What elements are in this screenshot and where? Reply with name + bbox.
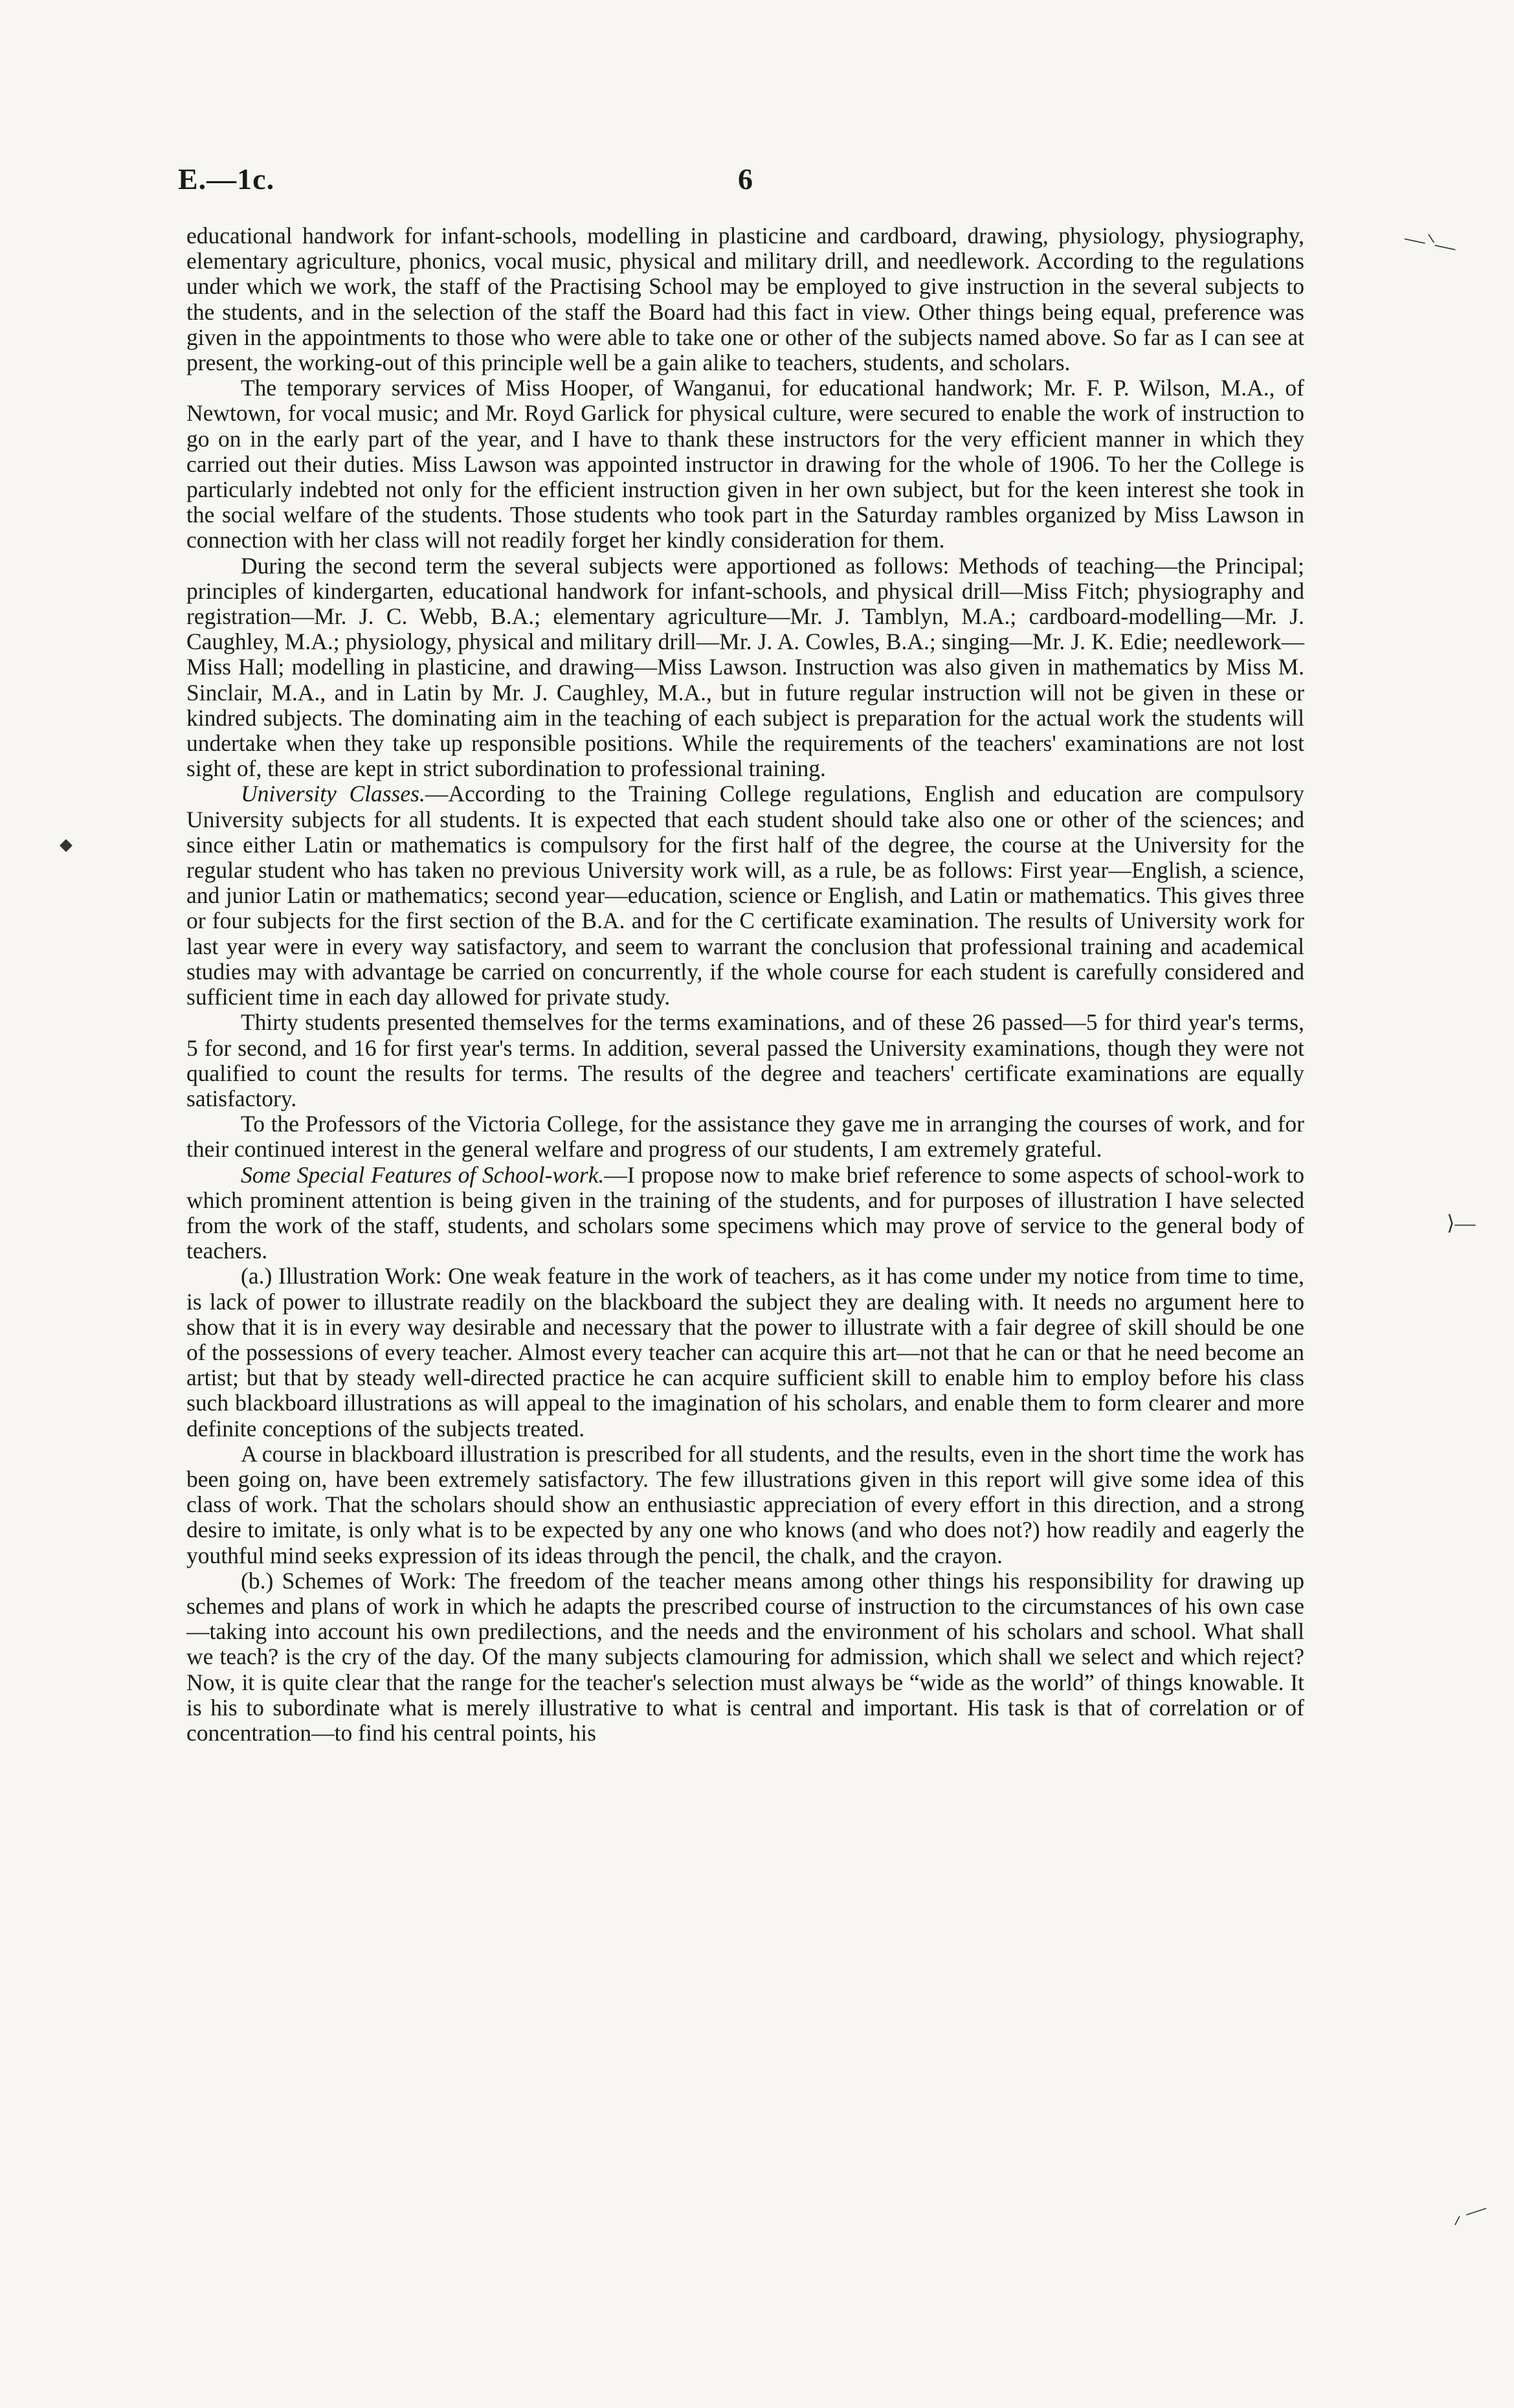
margin-bullet-mark: ◆	[60, 835, 72, 854]
paragraph: To the Professors of the Victoria College, for the assistance they gave me in arranging the courses of work, and for their continued interest in the general welfare and progress of our students, I am extremely grateful.	[186, 1111, 1304, 1163]
section-heading: University Classes.	[241, 781, 425, 807]
margin-pencil-mark: ⟩—	[1447, 1211, 1476, 1234]
paragraph-text: —According to the Training College regulations, English and education are compulsory University subjects for all students. It is expected that each student should take also one or other of the sciences; and since either Latin or mathematics is compulsory for the first half of the degree, the course at the University for the regular student who has taken no previous University work will, as a rule, be as follows: First year—English, a science, and junior Latin or mathematics; second year—education, science or English, and Latin or mathematics. This gives three or four subjects for the first section of the B.A. and for the C certificate examination. The results of University work for last year were in every way satisfactory, and seem to warrant the conclusion that professional training and academical studies may with advantage be carried on concurrently, if the whole course for each student is carefully considered and sufficient time in each day allowed for private study.	[186, 781, 1304, 1010]
paragraph: The temporary services of Miss Hooper, of Wanganui, for educational handwork; Mr. F. P. Wilson, M.A., of Newtown, for vocal music; and Mr. Royd Garlick for physical culture, were secured to enable the work of instruction to go on in the early part of the year, and I have to thank these instructors for the very efficient manner in which they carried out their duties. Miss Lawson was appointed instructor in drawing for the whole of 1906. To her the College is particularly indebted not only for the efficient instruction given in her own subject, but for the keen interest she took in the social welfare of the students. Those students who took part in the Saturday rambles organized by Miss Lawson in connection with her class will not readily forget her kindly consideration for them.	[186, 375, 1304, 553]
margin-pencil-mark: —⸌—	[1403, 225, 1458, 259]
paragraph: (a.) Illustration Work: One weak feature in the work of teachers, as it has come under my notice from time to time, is lack of power to illustrate readily on the blackboard the subject they are dealing with. It needs no argument here to show that it is in every way desirable and necessary that the power to illustrate with a fair degree of skill should be one of the possessions of every teacher. Almost every teacher can acquire this art—not that he can or that he need become an artist; but that by steady well-directed practice he can acquire sufficient skill to enable him to employ before his class such blackboard illustrations as will appeal to the imagination of his scholars, and enable them to form clearer and more definite conceptions of the subjects treated.	[186, 1263, 1304, 1442]
margin-pencil-mark: ⸝ —	[1447, 2195, 1489, 2229]
paragraph: educational handwork for infant-schools, modelling in plasticine and cardboard, drawing, physiology, physiography, elementary agriculture, phonics, vocal music, physical and military drill, and needlework. According to the regulations under which we work, the staff of the Practising School may be employed to give instruction in the several subjects to the students, and in the selection of the staff the Board had this fact in view. Other things being equal, preference was given in the appointments to those who were able to take one or other of the subjects named above. So far as I can see at present, the working-out of this principle well be a gain alike to teachers, students, and scholars.	[186, 223, 1304, 376]
paragraph-text: —I propose now to make brief reference to some aspects of school-work to which prominent attention is being given in the training of the students, and for purposes of illustration I have selected from the work of the staff, students, and scholars some specimens which may prove of service to the general body of teachers.	[186, 1161, 1304, 1264]
paragraph: (b.) Schemes of Work: The freedom of the teacher means among other things his responsibility for drawing up schemes and plans of work in which he adapts the prescribed course of instruction to the circumstances of his own case—taking into account his own predilections, and the needs and the environment of his scholars and school. What shall we teach? is the cry of the day. Of the many subjects clamouring for admission, which shall we select and which reject? Now, it is quite clear that the range for the teacher's selection must always be “wide as the world” of things knowable. It is his to subordinate what is merely illustrative to what is central and important. His task is that of correlation or of concentration—to find his central points, his	[186, 1567, 1304, 1746]
paragraph: During the second term the several subjects were apportioned as follows: Methods of teaching—the Principal; principles of kindergarten, educational handwork for infant-schools, and physical drill—Miss Fitch; physiography and registration—Mr. J. C. Webb, B.A.; elementary agriculture—Mr. J. Tamblyn, M.A.; cardboard-modelling—Mr. J. Caughley, M.A.; physiology, physical and military drill—Mr. J. A. Cowles, B.A.; singing—Mr. J. K. Edie; needlework—Miss Hall; modelling in plasticine, and drawing—Miss Lawson. Instruction was also given in mathematics by Miss M. Sinclair, M.A., and in Latin by Mr. J. Caughley, M.A., but in future regular instruction will not be given in these or kindred subjects. The dominating aim in the teaching of each subject is preparation for the actual work the students will undertake when they take up responsible positions. While the requirements of the teachers' examinations are not lost sight of, these are kept in strict subordination to professional training.	[186, 552, 1304, 782]
paragraph: A course in blackboard illustration is prescribed for all students, and the results, even in the short time the work has been going on, have been extremely satisfactory. The few illustrations given in this report will give some idea of this class of work. That the scholars should show an enthusiastic appreciation of every effort in this direction, and a strong desire to imitate, is only what is to be expected by any one who knows (and who does not?) how readily and eagerly the youthful mind seeks expression of its ideas through the pencil, the chalk, and the crayon.	[186, 1440, 1304, 1568]
paragraph	[186, 1163, 1304, 1264]
page-header	[178, 162, 1337, 201]
paragraph: Thirty students presented themselves for the terms examinations, and of these 26 passed—5 for third year's terms, 5 for second, and 16 for first year's terms. In addition, several passed the University examinations, though they were not qualified to count the results for terms. The results of the degree and teachers' certificate examinations are equally satisfactory.	[186, 1009, 1304, 1111]
page-number: 6	[738, 162, 753, 195]
section-heading: Some Special Features of School-work.	[241, 1161, 605, 1188]
document-body	[186, 223, 1304, 1746]
document-reference-code: E.—1c.	[178, 162, 275, 195]
paragraph	[186, 781, 1304, 1010]
